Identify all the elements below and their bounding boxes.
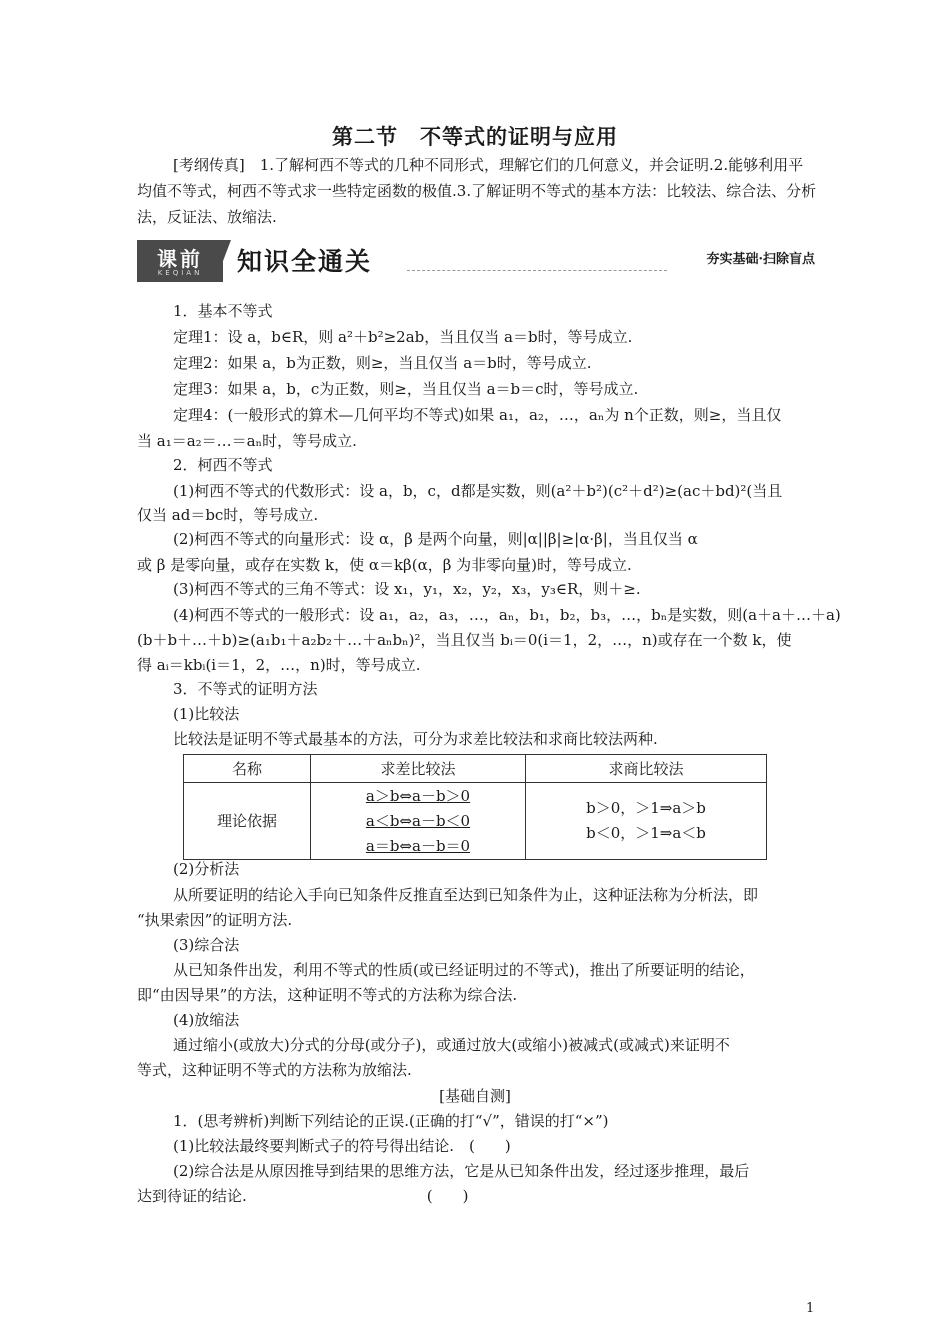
theorem-4-line2: 当 a₁＝a₂＝…＝aₙ时，等号成立. [137,432,357,450]
table-header-row [184,755,767,783]
page-number: 1 [806,1301,815,1316]
question-1-item-2-line1: (2)综合法是从原因推导到结果的思维方法，它是从已知条件出发，经过逐步推理，最后 [173,1162,750,1180]
badge-sub-text: KEQIAN [157,269,203,277]
self-test-heading: [基础自测] [439,1087,511,1105]
table-header-cell: 求商比较法 [526,755,767,783]
method-comparison-text: 比较法是证明不等式最基本的方法，可分为求差比较法和求商比较法两种. [173,730,658,748]
difference-rule: a＝b⇔a－b＝0 [365,836,471,855]
quotient-rule: b＞0，＞1⇒a＞b [586,799,706,817]
cauchy-algebraic-line1: (1)柯西不等式的代数形式：设 a，b，c，d都是实数，则(a²＋b²)(c²＋d²)≥(ac＋bd)²(当且 [173,482,783,500]
section-banner [137,240,817,282]
heading-proof-methods: 3．不等式的证明方法 [173,680,318,698]
theorem-1: 定理1：设 a，b∈R，则 a²＋b²≥2ab，当且仅当 a＝b时，等号成立. [173,328,633,346]
cauchy-vector-line1: (2)柯西不等式的向量形式：设 α，β 是两个向量，则|α||β|≥|α·β|，当且仅当 α [173,530,698,548]
heading-cauchy: 2．柯西不等式 [173,456,273,474]
question-1-item-2-line2: 达到待证的结论. ( ) [137,1187,469,1205]
cauchy-vector-line2: 或 β 是零向量，或存在实数 k，使 α＝kβ(α，β 为非零向量)时，等号成立. [137,556,632,574]
method-synthesis-line1: 从已知条件出发，利用不等式的性质(或已经证明过的不等式)，推出了所要证明的结论， [173,961,755,979]
quotient-rule: b＜0，＞1⇒a＜b [586,824,706,842]
comparison-table [183,754,767,860]
difference-method-cell [311,783,526,860]
method-scaling-title: (4)放缩法 [173,1011,240,1029]
theorem-2: 定理2：如果 a，b为正数，则≥，当且仅当 a＝b时，等号成立. [173,354,592,372]
banner-divider [407,270,667,271]
table-header-cell: 求差比较法 [311,755,526,783]
method-scaling-line1: 通过缩小(或放大)分式的分母(或分子)，或通过放大(或缩小)被减式(或减式)来证明不 [173,1036,730,1054]
method-scaling-line2: 等式，这种证明不等式的方法称为放缩法. [137,1061,412,1079]
theorem-3: 定理3：如果 a，b，c为正数，则≥，当且仅当 a＝b＝c时，等号成立. [173,380,639,398]
question-1: 1．(思考辨析)判断下列结论的正误.(正确的打“√”，错误的打“×”) [173,1112,609,1130]
cauchy-algebraic-line2: 仅当 ad＝bc时，等号成立. [137,506,319,524]
method-analysis-title: (2)分析法 [173,860,240,878]
table-header-cell: 名称 [184,755,311,783]
cauchy-general-line2: (b＋b＋…＋b)≥(a₁b₁＋a₂b₂＋…＋aₙbₙ)²，当且仅当 bᵢ＝0(i＝1，2，…，n)或存在一个数 k，使 [137,631,792,649]
section-title: 第二节 不等式的证明与应用 [332,124,618,149]
banner-subtitle: 夯实基础·扫除盲点 [706,252,815,267]
question-1-item-1: (1)比较法最终要判断式子的符号得出结论. ( ) [173,1137,511,1155]
theorem-4-line1: 定理4：(一般形式的算术—几何平均不等式)如果 a₁，a₂，…，aₙ为 n个正数，则≥，当且仅 [173,406,782,424]
heading-basic-inequality: 1．基本不等式 [173,302,273,320]
banner-title: 知识全通关 [237,247,373,276]
method-analysis-line1: 从所要证明的结论入手向已知条件反推直至达到已知条件为止，这种证法称为分析法，即 [173,886,759,904]
method-analysis-line2: “执果索因”的证明方法. [137,911,293,929]
cauchy-general-line1: (4)柯西不等式的一般形式：设 a₁，a₂，a₃，…，aₙ，b₁，b₂，b₃，…，bₙ是实数，则(a＋a＋…＋a) [173,606,841,624]
syllabus-intro: [考纲传真] 1.了解柯西不等式的几种不同形式，理解它们的几何意义，并会证明.2.能够利用平均值不等式，柯西不等式求一些特定函数的极值.3.了解证明不等式的基本方法：比较法、综合法、分析法，反证法、放缩法. [137,156,817,226]
badge-main-text: 课前 [157,247,203,271]
method-synthesis-line2: 即“由因导果”的方法，这种证明不等式的方法称为综合法. [137,986,518,1004]
table-row [184,783,767,860]
quotient-method-cell [526,783,767,860]
badge-corner [215,240,231,282]
cauchy-triangle: (3)柯西不等式的三角不等式：设 x₁，y₁，x₂，y₂，x₃，y₃∈R，则＋≥. [173,580,641,598]
table-row-label: 理论依据 [184,783,311,860]
cauchy-general-line3: 得 aᵢ＝kbᵢ(i＝1，2，…，n)时，等号成立. [137,656,421,674]
banner-badge [137,240,223,282]
difference-rule: a＜b⇔a－b＜0 [365,811,471,830]
method-comparison-title: (1)比较法 [173,705,240,723]
method-synthesis-title: (3)综合法 [173,936,240,954]
difference-rule: a＞b⇔a－b＞0 [365,786,471,805]
